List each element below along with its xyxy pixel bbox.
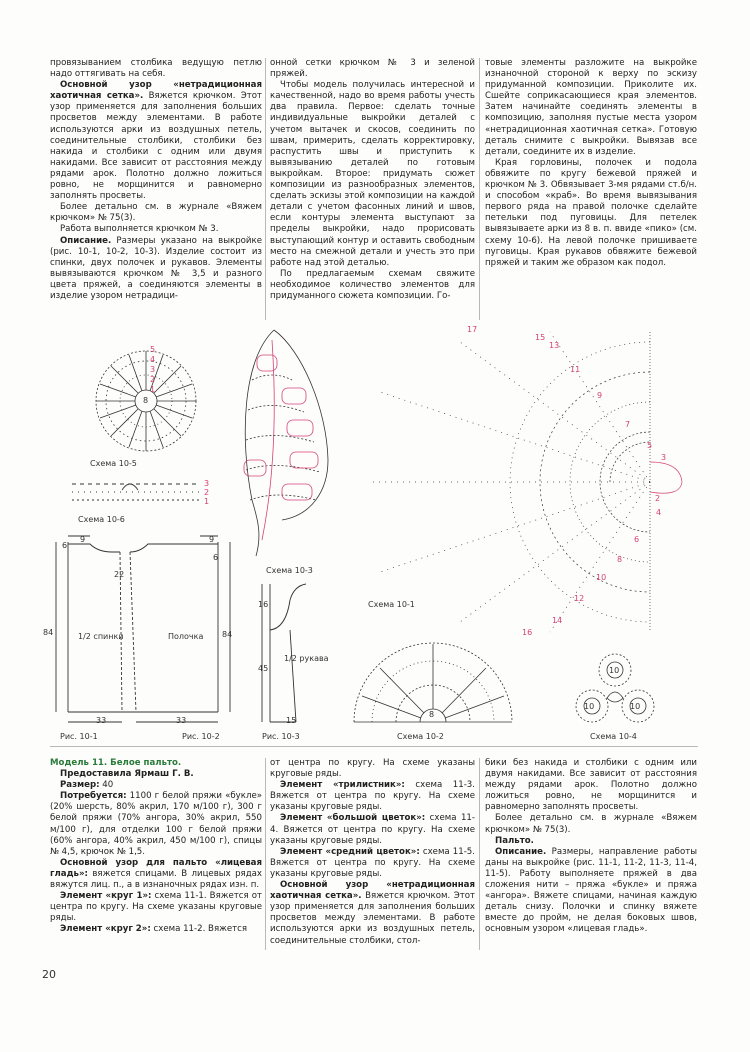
paragraph: По предлагаемым схемам свяжите необходимое количество элементов для придуманного сюжета композиции. Го- [270, 268, 475, 301]
pattern-back-and-front-diagram [40, 532, 240, 732]
row-number: 5 [647, 441, 653, 450]
row-number: 1 [204, 497, 210, 506]
schema-10-4-trefoil-diagram [570, 648, 660, 728]
schema-10-3-leaf-diagram [232, 320, 352, 560]
figure-caption: Схема 10-2 [397, 732, 444, 741]
column-divider [265, 58, 266, 320]
section-divider [50, 746, 698, 747]
figure-caption: Схема 10-3 [266, 566, 313, 575]
paragraph: Основной узор «нетрадиционная хаотичная сетка». Вяжется крючком. Этот узор применяется для заполнения больших просветов между элементами. В работе используются арки из воздушных петель, соединительные столбики, столбики без накида и столбики с одним или двумя накидами. Все зависит от расстояния между рядами арок. Полотно должно ложиться ровно, не морщинится и равномерно заполнять просветы. [50, 80, 262, 202]
dimension-label: 45 [258, 664, 269, 673]
row-number: 1 [150, 385, 156, 394]
dimension-label: 84 [43, 628, 54, 637]
dimension-label: 16 [258, 600, 269, 609]
column-divider [265, 758, 266, 950]
paragraph: Элемент «трилистник»: схема 11-3. Вяжется от центра по кругу. На схеме указаны круговые ряды. [270, 780, 476, 813]
figure-caption: Схема 10-4 [590, 732, 637, 741]
bottom-text-column-3 [485, 758, 697, 936]
dimension-label: 6 [62, 541, 68, 550]
column-divider [479, 758, 480, 950]
bottom-text-column-1 [50, 758, 262, 936]
top-text-column-1 [50, 58, 262, 302]
row-number: 14 [552, 616, 563, 625]
dimension-label: 9 [80, 535, 86, 544]
dimension-label: 9 [209, 535, 215, 544]
dimension-label: 6 [213, 553, 219, 562]
paragraph: Элемент «круг 2»: схема 11-2. Вяжется [60, 924, 248, 935]
row-number: 2 [150, 375, 156, 384]
figure-caption: Схема 10-5 [90, 459, 137, 468]
schema-10-1-fan-diagram [350, 322, 695, 642]
paragraph: Описание. Размеры указано на выкройке (рис. 10-1, 10-2, 10-3). Изделие состоит из спинки, двух полочек и рукавов. Элементы вывязываются крючком № 3,5 и разного цвета пряжей, а соединяются элементы в изделие узором нетрадици- [50, 235, 262, 301]
figure-caption: Рис. 10-3 [262, 732, 300, 741]
dimension-label: 22 [114, 570, 125, 579]
paragraph: Более детально см. в журнале «Вяжем крючком» № 75(3). [485, 813, 697, 835]
paragraph: Более детально см. в журнале «Вяжем крючком» № 75(3). [50, 202, 262, 224]
dimension-label: 33 [96, 716, 107, 725]
row-number: 17 [467, 325, 478, 334]
paragraph: Пальто. [495, 835, 534, 846]
row-number: 12 [574, 594, 585, 603]
top-text-column-3 [485, 58, 697, 269]
paragraph: Работа выполняется крючком № 3. [60, 224, 219, 235]
paragraph: Основной узор «нетрадиционная хаотичная сетка». Вяжется крючком. Этот узор применяется для заполнения больших просветов между элементами. В работе используются арки из воздушных петель, соединительные столбики, стол- [270, 880, 475, 946]
row-number: 4 [656, 508, 662, 517]
row-number: 5 [150, 345, 156, 354]
row-number: 11 [570, 365, 581, 374]
paragraph: Размер: 40 [60, 780, 114, 791]
row-number: 8 [617, 555, 623, 564]
row-number: 2 [655, 494, 661, 503]
row-number: 13 [549, 341, 560, 350]
row-number: 4 [150, 355, 156, 364]
row-number: 3 [150, 365, 156, 374]
paragraph: Элемент «большой цветок»: схема 11-4. Вяжется от центра по кругу. На схеме указаны круговые ряды. [270, 813, 475, 846]
center-stitch-count: 8 [429, 710, 435, 719]
row-number: 3 [204, 479, 210, 488]
top-text-column-2 [270, 58, 475, 302]
paragraph: Чтобы модель получилась интересной и качественной, надо во время работы учесть два правила. Первое: сделать точные индивидуальные выкройки деталей с учетом вытачек и скосов, соединить по швам, примерить, сделать корректировку, распустить швы и приступить к вывязыванию деталей по готовым выкройкам. Второе: придумать сюжет композиции из разнообразных элементов, сделать эскизы этой композиции на каждой детали с учетом фасонных линий и швов, если контуры элемента выступают за пределы выкройки, надо прорисовать выступающий контур и оставить свободным место на смежной детали и учесть это при работе над этой деталью. [270, 80, 475, 268]
dimension-label: 15 [286, 716, 297, 725]
paragraph: от центра по кругу. На схеме указаны круговые ряды. [270, 758, 475, 780]
piece-label: 1/2 спинки [78, 632, 124, 641]
row-number: 10 [596, 573, 607, 582]
paragraph: Края горловины, полочек и подола обвяжите по кругу бежевой пряжей и крючком № 3. Обвязывает 3-мя рядами ст.б/н. и способом «краб». Во время вывязывания первого ряда на правой полочке сделайте петельки под пуговицы. Для петелек вывязываете арки из 8 в. п. ввиде «пико» (см. схему 10-6). На левой полочке пришиваете пуговицы. Края рукавов обвяжите бежевой пряжей и таким же образом как подол. [485, 157, 697, 268]
page-number: 20 [42, 968, 56, 981]
column-divider [479, 58, 480, 320]
figure-caption: Схема 10-1 [368, 600, 415, 609]
dimension-label: 33 [176, 716, 187, 725]
paragraph: онной сетки крючком № 3 и зеленой пряжей. [270, 58, 475, 80]
paragraph: Потребуется: 1100 г белой пряжи «букле» (20% шерсть, 80% акрил, 170 м/100 г), 300 г белой пряжи (70% ангора, 30% акрил, 550 м/100 г), для отделки 100 г белой пряжи (60% ангора, 40% акрил, 450 м/100 г), спицы № 4,5, крючок № 1,5. [50, 791, 262, 857]
row-number: 6 [634, 535, 640, 544]
figure-caption: Рис. 10-2 [182, 732, 220, 741]
row-number: 7 [625, 420, 631, 429]
row-number: 15 [535, 333, 546, 342]
center-stitch-count: 10 [630, 702, 641, 711]
row-number: 3 [661, 453, 667, 462]
bottom-text-column-2 [270, 758, 475, 947]
paragraph: бики без накида и столбики с одним или двумя накидами. Все зависит от расстояния между рядами арок. Полотно должно ложиться ровно, не морщинится и равномерно заполнять просветы. [485, 758, 697, 813]
figure-caption: Схема 10-6 [78, 515, 125, 524]
dimension-label: 84 [222, 630, 233, 639]
row-number: 16 [522, 628, 533, 637]
center-stitch-count: 10 [584, 702, 595, 711]
figure-caption: Рис. 10-1 [60, 732, 98, 741]
paragraph: Описание. Размеры, направление работы даны на выкройке (рис. 11-1, 11-2, 11-3, 11-4, 11-5). Работу выполняете пряжей в два сложения нити – пряжа «букле» и пряжа «ангора». Вяжете спицами, начиная каждую деталь снизу. Полочки и спинку вяжете вместе до пройм, не делая боковых швов, основным узором «лицевая гладь». [485, 846, 697, 935]
row-number: 9 [597, 391, 603, 400]
schema-10-6-diagram [70, 478, 202, 510]
row-number: 2 [204, 488, 210, 497]
author-line: Предоставила Ярмаш Г. В. [60, 769, 194, 780]
paragraph: Основной узор для пальто «лицевая гладь»: вяжется спицами. В лицевых рядах вяжутся лиц. п., а в изнаночных рядах изн. п. [50, 857, 262, 891]
paragraph: товые элементы разложите на выкройке изнаночной стороной к верху по эскизу придуманной композиции. Приколите их. Сшейте соприкасающиеся края элементов. Затем начинайте соединять элементы в композицию, заполняя пустые места узором «нетрадиционная хаотичная сетка». Готовую деталь снимите с выкройки. Вывязав все детали, соедините их в изделие. [485, 58, 697, 157]
paragraph: Элемент «средний цветок»: схема 11-5. Вяжется от центра по кругу. На схеме указаны круговые ряды. [270, 846, 475, 879]
piece-label: 1/2 рукава [284, 654, 329, 663]
center-stitch-count: 10 [609, 666, 620, 675]
paragraph: провязыванием столбика ведущую петлю надо оттягивать на себя. [50, 58, 262, 80]
paragraph: Элемент «круг 1»: схема 11-1. Вяжется от центра по кругу. На схеме указаны круговые ряды. [50, 891, 262, 924]
piece-label: Полочка [168, 632, 204, 641]
center-stitch-count: 8 [143, 396, 149, 405]
model-title: Модель 11. Белое пальто. [50, 758, 182, 768]
